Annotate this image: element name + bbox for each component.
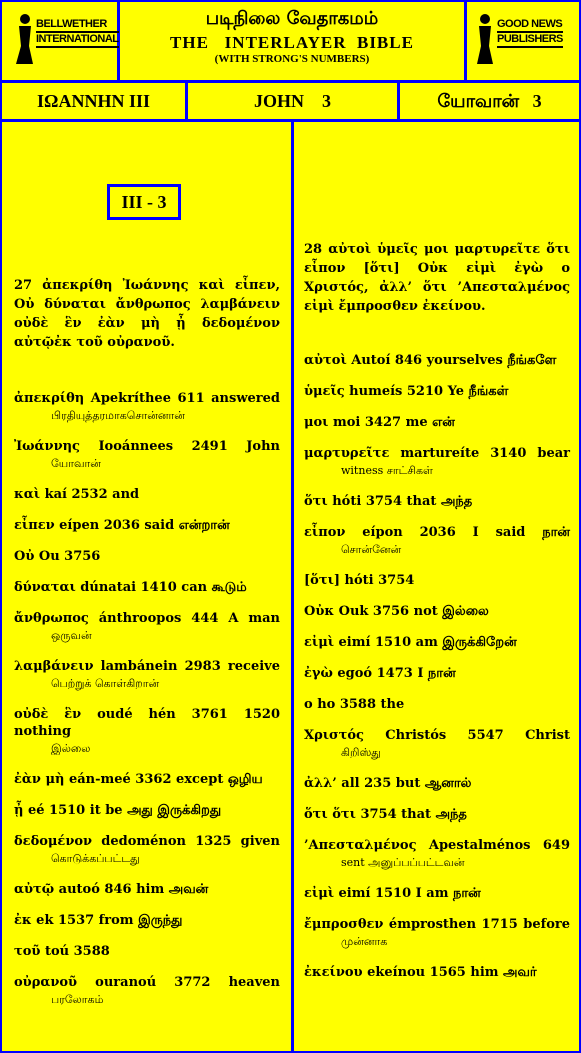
header-title-cell (120, 2, 467, 80)
word-tamil: முன்னாக (341, 935, 388, 948)
word-entry (304, 572, 570, 589)
word-entry (304, 837, 570, 871)
word-line: οὐρανοῦ ouranoú 3772 heaven (14, 975, 280, 990)
word-line: [ὅτι] hóti 3754 (304, 573, 415, 588)
word-line: ο ho 3588 the (304, 697, 405, 712)
logo-line-2: PUBLISHERS (497, 33, 563, 48)
word-line: ἐκ ek 1537 from இருந்து (14, 913, 183, 928)
word-line: ἐὰν μὴ eán-meé 3362 except ஒழிய (14, 772, 263, 787)
header-left-logo-cell (2, 2, 120, 80)
logo-line-1: BELLWETHER (36, 18, 119, 33)
word-entry (304, 603, 570, 620)
word-line: εἰμὶ eimí 1510 am இருக்கிறேன் (304, 635, 517, 650)
good-news-figure-icon (475, 12, 495, 68)
word-tamil: sent அனுப்பப்பட்டவன் (341, 856, 465, 869)
word-line: ὅτι ὅτι 3754 that அந்த (304, 807, 467, 822)
word-line: αὐτοὶ Autoí 846 yourselves நீங்களே (304, 353, 557, 368)
word-tamil: கொடுக்கப்பட்டது (51, 852, 140, 865)
word-entry (14, 486, 280, 503)
word-entry (14, 658, 280, 692)
header-right-logo-cell (467, 2, 579, 80)
word-line: ἔμπροσθεν émprosthen 1715 before (304, 917, 570, 932)
tamil-title: படிநிலை வேதாகமம் (205, 8, 379, 29)
english-title: THE INTERLAYER BIBLE (170, 33, 414, 52)
word-entry (304, 383, 570, 400)
word-tamil: ஒருவன் (51, 629, 92, 642)
word-line: δύναται dúnatai 1410 can கூடும் (14, 580, 247, 595)
word-entry (304, 775, 570, 792)
word-entry (14, 706, 280, 757)
word-entry (14, 881, 280, 898)
word-line: αὐτῷ autoó 846 him அவன் (14, 882, 209, 897)
word-tamil: இல்லை (51, 742, 91, 755)
word-line: λαμβάνειν lambánein 2983 receive (14, 659, 280, 674)
word-line: ὅτι hóti 3754 that அந்த (304, 494, 473, 509)
word-entry (304, 352, 570, 369)
left-word-list (14, 390, 280, 1022)
bellwether-figure-icon (14, 12, 34, 68)
word-line: Χριστός Christós 5547 Christ (304, 728, 570, 743)
reference-greek: ΙΩΑΝΝΗΝ III (2, 83, 188, 119)
word-entry (14, 438, 280, 472)
right-word-list (304, 352, 570, 995)
word-entry (14, 912, 280, 929)
word-line: δεδομένον dedoménon 1325 given (14, 834, 280, 849)
word-line: μοι moi 3427 me என் (304, 415, 455, 430)
word-tamil: பரலோகம் (51, 993, 104, 1006)
word-line: εἰμὶ eimí 1510 I am நான் (304, 886, 481, 901)
word-line: ’Απεσταλμένος Apestalménos 649 (304, 838, 570, 853)
word-line: ἀπεκρίθη Apekríthee 611 answered (14, 391, 280, 406)
verse-27: 27 ἀπεκρίθη Ἰωάννης καὶ εἶπεν, Οὐ δύναται ἄνθρωπος λαμβάνειν οὐδὲ ἓν ἐὰν μὴ ᾖ δεδομένον αὐτῷἐκ τοῦ οὐρανοῦ. (14, 278, 280, 350)
word-entry (304, 493, 570, 510)
left-column (2, 122, 294, 1051)
word-line: Οὐκ Ouk 3756 not இல்லை (304, 604, 489, 619)
word-line: οὐδὲ ἓν oudé hén 3761 1520 nothing (14, 707, 280, 739)
right-column (294, 122, 579, 1051)
word-line: εἶπεν eípen 2036 said என்றான் (14, 518, 230, 533)
logo-line-1: GOOD NEWS (497, 18, 563, 33)
word-tamil: கிறிஸ்து (341, 746, 381, 759)
reference-english: JOHN 3 (188, 83, 400, 119)
word-line: Οὐ Ou 3756 (14, 549, 101, 564)
word-entry (14, 802, 280, 819)
word-entry (14, 517, 280, 534)
word-entry (304, 665, 570, 682)
word-entry (14, 390, 280, 424)
word-entry (304, 414, 570, 431)
word-entry (304, 524, 570, 558)
word-tamil: பெற்றுக் கொள்கிறான் (51, 677, 160, 690)
word-entry (14, 579, 280, 596)
word-line: εἶπον eípon 2036 I said நான் (304, 525, 570, 540)
word-line: ἐγὼ egoó 1473 I நான் (304, 666, 456, 681)
word-tamil: சொன்னேன் (341, 543, 402, 556)
verse-28: 28 αὐτοὶ ὑμεῖς μοι μαρτυρεῖτε ὅτι εἶπον [ὅτι] Οὐκ εἰμὶ ἐγὼ ο Χριστός, ἀλλ’ ὅτι ’Απεσταλμένος εἰμὶ ἔμπροσθεν ἐκείνου. (304, 242, 570, 314)
word-entry (304, 806, 570, 823)
word-line: καὶ kaí 2532 and (14, 487, 140, 502)
word-line: ἀλλ’ all 235 but ஆனால் (304, 776, 472, 791)
word-line: Ἰωάννης Iooánnees 2491 John (14, 439, 280, 454)
word-entry (304, 964, 570, 981)
word-line: ὑμεῖς humeís 5210 Ye நீங்கள் (304, 384, 509, 399)
chapter-box: III - 3 (107, 184, 181, 220)
word-entry (304, 445, 570, 479)
word-tamil: witness சாட்சிகள் (341, 464, 433, 477)
word-entry (14, 833, 280, 867)
reference-tamil: யோவான் 3 (437, 91, 542, 111)
subtitle: (WITH STRONG'S NUMBERS) (214, 53, 370, 65)
word-entry (14, 610, 280, 644)
word-entry (14, 943, 280, 960)
word-entry (304, 885, 570, 902)
word-entry (304, 634, 570, 651)
word-tamil: யோவான் (51, 457, 101, 470)
word-entry (14, 974, 280, 1008)
word-entry (304, 696, 570, 713)
word-entry (304, 727, 570, 761)
word-line: μαρτυρεῖτε martureíte 3140 bear (304, 446, 570, 461)
word-line: τοῦ toú 3588 (14, 944, 110, 959)
logo-line-2: INTERNATIONAL (36, 33, 119, 48)
word-line: ἄνθρωπος ánthroopos 444 A man (14, 611, 280, 626)
word-line: ἐκείνου ekeínou 1565 him அவர் (304, 965, 537, 980)
word-entry (304, 916, 570, 950)
word-entry (14, 771, 280, 788)
word-line: ᾖ eé 1510 it be அது இருக்கிறது (14, 803, 222, 818)
word-tamil: பிரதியுத்தரமாகசொன்னான் (51, 409, 185, 422)
word-entry (14, 548, 280, 565)
